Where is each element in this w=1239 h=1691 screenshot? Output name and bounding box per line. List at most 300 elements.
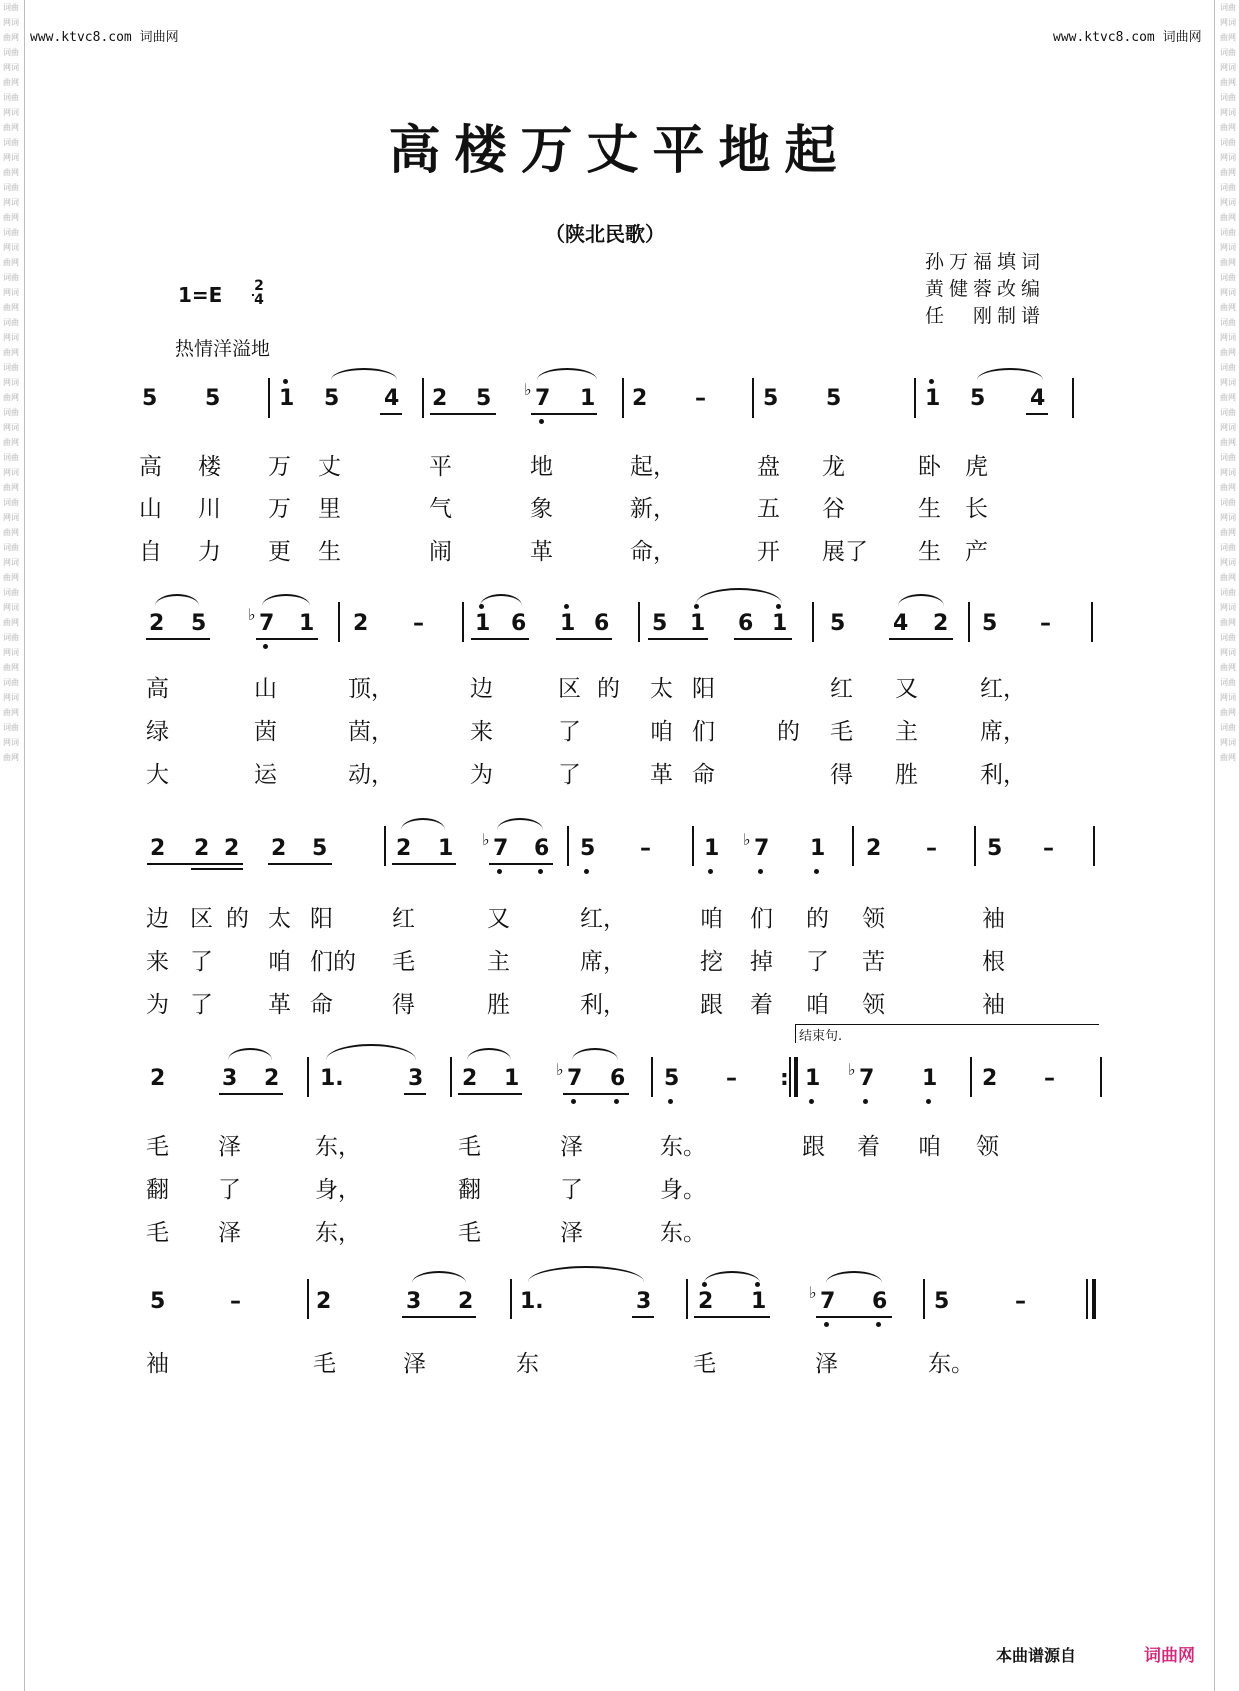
beat-underline <box>531 413 597 415</box>
lyric: 了 <box>558 762 581 788</box>
note: 4 <box>384 386 400 411</box>
note: 2 <box>698 1289 714 1314</box>
right-frame-line <box>1214 0 1215 1691</box>
note: 1 <box>299 611 315 636</box>
octave-dot-low <box>814 869 819 874</box>
note: 5 <box>191 611 207 636</box>
note: 2 <box>264 1066 280 1091</box>
slur <box>572 1048 618 1060</box>
lyric: 丈 <box>318 454 341 480</box>
bar-line <box>338 602 340 642</box>
note: 1 <box>810 836 826 861</box>
note: 3 <box>406 1289 422 1314</box>
note: 5 <box>982 611 998 636</box>
lyric: 红 <box>830 676 853 702</box>
lyric: 阳 <box>310 906 333 932</box>
lyric: 袖 <box>146 1351 169 1377</box>
slur <box>704 1271 760 1283</box>
left-watermark-strip: 词曲网词曲网词曲网词曲网词曲网词曲网词曲网词曲网词曲网词曲网词曲网词曲网词曲网词曲网词曲网词曲网词曲网词曲网词曲网词曲网词曲网词曲网词曲网词曲网词曲网词曲网词曲网词曲网词曲网词曲网词曲网词曲网词曲网词曲网 <box>3 3 19 762</box>
beat-underline <box>256 638 318 640</box>
note: 1 <box>560 611 576 636</box>
lyric: 绿 <box>146 719 169 745</box>
lyric: 更 <box>268 539 291 565</box>
lyric: 东， <box>315 1220 361 1246</box>
lyric: 太 <box>650 676 673 702</box>
lyric: 开 <box>757 539 780 565</box>
flat-sign: ♭ <box>524 380 532 399</box>
beat-underline <box>889 638 953 640</box>
lyric: 得 <box>830 762 853 788</box>
flat-sign: ♭ <box>482 830 490 849</box>
bar-line <box>307 1279 309 1319</box>
octave-dot-low <box>538 869 543 874</box>
beat-underline <box>191 868 243 870</box>
beat-underline <box>380 413 402 415</box>
lyric: 泽 <box>218 1220 241 1246</box>
lyric: 闹 <box>429 539 452 565</box>
slur <box>898 594 944 606</box>
final-bar-thick <box>1092 1279 1096 1319</box>
note: 5 <box>664 1066 680 1091</box>
lyric: 为 <box>146 992 169 1018</box>
lyric: 五 <box>757 496 780 522</box>
lyric: 掉 <box>750 949 773 975</box>
beat-underline <box>402 1316 476 1318</box>
slur <box>696 588 782 604</box>
lyric: 身。 <box>660 1177 706 1203</box>
note: 5 <box>150 1289 166 1314</box>
lyric: 的 <box>597 676 620 702</box>
note: 2 <box>396 836 412 861</box>
lyric: 气 <box>429 496 452 522</box>
note: 2 <box>632 386 648 411</box>
lyric: 产 <box>965 539 988 565</box>
note: 1 <box>690 611 706 636</box>
slur <box>497 818 543 830</box>
note: 5 <box>142 386 158 411</box>
lyric: 咱 <box>650 719 673 745</box>
beat-underline <box>392 863 456 865</box>
note: 1. <box>320 1066 344 1091</box>
lyric: 主 <box>895 719 918 745</box>
lyric: 毛 <box>146 1134 169 1160</box>
lyric: 毛 <box>458 1220 481 1246</box>
lyric: 了 <box>806 949 829 975</box>
lyric: 展了 <box>822 539 868 565</box>
site-url-right: www.ktvc8.com 词曲网 <box>1053 30 1202 45</box>
lyric: 了 <box>560 1177 583 1203</box>
note: 1 <box>504 1066 520 1091</box>
lyric: 得 <box>392 992 415 1018</box>
time-fraction-bar <box>252 294 254 296</box>
note: 5 <box>763 386 779 411</box>
beat-underline <box>268 863 332 865</box>
note: 5 <box>580 836 596 861</box>
note: 3 <box>222 1066 238 1091</box>
bar-line <box>638 602 640 642</box>
dash: – <box>230 1289 241 1314</box>
lyric: 高 <box>146 676 169 702</box>
beat-underline <box>648 638 708 640</box>
beat-underline <box>816 1316 892 1318</box>
note: 7 <box>820 1289 836 1314</box>
lyric: 了 <box>190 992 213 1018</box>
lyric: 跟 <box>802 1134 825 1160</box>
lyric: 阳 <box>692 676 715 702</box>
bar-line <box>692 826 694 866</box>
lyric: 茵 <box>254 719 277 745</box>
lyric: 革 <box>530 539 553 565</box>
lyric: 了 <box>558 719 581 745</box>
bar-line <box>923 1279 925 1319</box>
note: 6 <box>872 1289 888 1314</box>
credit-transcriber: 任 刚制谱 <box>925 305 1046 327</box>
note: 6 <box>534 836 550 861</box>
note: 1 <box>751 1289 767 1314</box>
time-denominator: 4 <box>254 292 264 308</box>
lyric: 命， <box>630 539 676 565</box>
lyric: 的 <box>806 906 829 932</box>
lyric: 红， <box>980 676 1026 702</box>
bar-line <box>1072 378 1074 418</box>
lyric: 边 <box>470 676 493 702</box>
note: 1 <box>438 836 454 861</box>
lyric: 大 <box>146 762 169 788</box>
slur <box>977 368 1043 380</box>
note: 7 <box>259 611 275 636</box>
slur <box>155 594 199 606</box>
note: 5 <box>830 611 846 636</box>
note: 1 <box>704 836 720 861</box>
octave-dot-high <box>694 604 699 609</box>
lyric: 利， <box>980 762 1026 788</box>
lyric: 们 <box>750 906 773 932</box>
lyric: 翻 <box>458 1177 481 1203</box>
note: 2 <box>150 1066 166 1091</box>
octave-dot-low <box>263 644 268 649</box>
note: 2 <box>432 386 448 411</box>
lyric: 东。 <box>928 1351 974 1377</box>
lyric: 运 <box>254 762 277 788</box>
lyric: 为 <box>470 762 493 788</box>
lyric: 挖 <box>700 949 723 975</box>
bar-line <box>384 826 386 866</box>
octave-dot-low <box>876 1322 881 1327</box>
lyric: 们 <box>692 719 715 745</box>
note: 6 <box>511 611 527 636</box>
note: 7 <box>754 836 770 861</box>
beat-underline <box>563 1093 629 1095</box>
lyric: 泽 <box>403 1351 426 1377</box>
lyric: 生 <box>918 496 941 522</box>
lyric: 边 <box>146 906 169 932</box>
lyric: 起， <box>630 454 676 480</box>
note: 1 <box>580 386 596 411</box>
bar-line <box>510 1279 512 1319</box>
note: 1 <box>922 1066 938 1091</box>
note: 2 <box>933 611 949 636</box>
lyric: 顶， <box>348 676 394 702</box>
lyric: 跟 <box>700 992 723 1018</box>
lyric: 命 <box>692 762 715 788</box>
repeat-dots: : <box>780 1066 789 1091</box>
lyric: 动， <box>348 762 394 788</box>
lyric: 咱 <box>918 1134 941 1160</box>
lyric: 毛 <box>146 1220 169 1246</box>
note: 6 <box>594 611 610 636</box>
octave-dot-low <box>571 1099 576 1104</box>
lyric: 力 <box>198 539 221 565</box>
lyric: 泽 <box>560 1134 583 1160</box>
lyric: 着 <box>857 1134 880 1160</box>
beat-underline <box>147 863 243 865</box>
lyric: 卧 <box>918 454 941 480</box>
dash: – <box>695 386 706 411</box>
slur <box>537 368 597 380</box>
final-bar-thin <box>1086 1279 1088 1319</box>
beat-underline <box>734 638 792 640</box>
bar-line <box>968 602 970 642</box>
left-frame-line <box>24 0 25 1691</box>
lyric: 领 <box>976 1134 999 1160</box>
octave-dot-high <box>564 604 569 609</box>
lyric: 胜 <box>895 762 918 788</box>
slur <box>401 818 445 830</box>
lyric: 来 <box>470 719 493 745</box>
lyric: 里 <box>318 496 341 522</box>
note: 5 <box>934 1289 950 1314</box>
slur <box>528 1266 644 1282</box>
bar-line <box>970 1057 972 1097</box>
lyric: 生 <box>318 539 341 565</box>
bar-line <box>268 378 270 418</box>
lyric: 的 <box>777 719 800 745</box>
note: 7 <box>535 386 551 411</box>
note: 2 <box>194 836 210 861</box>
flat-sign: ♭ <box>809 1283 817 1302</box>
note: 2 <box>149 611 165 636</box>
lyric: 东。 <box>660 1134 706 1160</box>
lyric: 的 <box>226 906 249 932</box>
bar-line <box>1091 602 1093 642</box>
time-signature <box>252 279 266 307</box>
lyric: 席， <box>980 719 1026 745</box>
footer-source-label: 本曲谱源自 <box>996 1646 1077 1665</box>
lyric: 新， <box>630 496 676 522</box>
note: 7 <box>859 1066 875 1091</box>
lyric: 毛 <box>392 949 415 975</box>
lyric: 生 <box>918 539 941 565</box>
octave-dot-high <box>283 379 288 384</box>
note: 4 <box>893 611 909 636</box>
credit-arranger: 黄健蓉改编 <box>925 278 1046 300</box>
lyric: 们的 <box>310 949 356 975</box>
footer-logo[interactable]: 词曲网 <box>1144 1646 1195 1666</box>
bar-line <box>1100 1057 1102 1097</box>
note: 6 <box>610 1066 626 1091</box>
lyric: 虎 <box>965 454 988 480</box>
lyric: 革 <box>650 762 673 788</box>
lyric: 革 <box>268 992 291 1018</box>
beat-underline <box>632 1316 654 1318</box>
flat-sign: ♭ <box>556 1060 564 1079</box>
right-watermark-strip: 词曲网词曲网词曲网词曲网词曲网词曲网词曲网词曲网词曲网词曲网词曲网词曲网词曲网词曲网词曲网词曲网词曲网词曲网词曲网词曲网词曲网词曲网词曲网词曲网词曲网词曲网词曲网词曲网词曲网词曲网词曲网词曲网词曲网词曲网 <box>1220 3 1236 762</box>
lyric: 了 <box>190 949 213 975</box>
note: 3 <box>408 1066 424 1091</box>
lyric: 领 <box>862 992 885 1018</box>
note: 5 <box>970 386 986 411</box>
lyric: 自 <box>139 539 162 565</box>
lyric: 命 <box>310 992 333 1018</box>
credit-lyricist: 孙万福填词 <box>925 251 1046 273</box>
lyric: 来 <box>146 949 169 975</box>
note: 5 <box>312 836 328 861</box>
lyric: 咱 <box>806 992 829 1018</box>
octave-dot-low <box>539 419 544 424</box>
slur <box>331 368 397 380</box>
dash: – <box>1040 611 1051 636</box>
beat-underline <box>404 1093 426 1095</box>
lyric: 席， <box>580 949 626 975</box>
lyric: 山 <box>254 676 277 702</box>
note: 2 <box>271 836 287 861</box>
octave-dot-high <box>929 379 934 384</box>
lyric: 身， <box>315 1177 361 1203</box>
octave-dot-low <box>824 1322 829 1327</box>
lyric: 胜 <box>487 992 510 1018</box>
bar-line <box>914 378 916 418</box>
lyric: 区 <box>558 676 581 702</box>
octave-dot-low <box>809 1099 814 1104</box>
flat-sign: ♭ <box>743 830 751 849</box>
note: 2 <box>462 1066 478 1091</box>
beat-underline <box>430 413 496 415</box>
slur <box>826 1271 882 1283</box>
lyric: 毛 <box>313 1351 336 1377</box>
dash: – <box>1015 1289 1026 1314</box>
bar-line <box>974 826 976 866</box>
note: 7 <box>567 1066 583 1091</box>
lyric: 区 <box>190 906 213 932</box>
bar-line <box>462 602 464 642</box>
lyric: 又 <box>487 906 510 932</box>
lyric: 苦 <box>862 949 885 975</box>
lyric: 万 <box>268 496 291 522</box>
note: 2 <box>458 1289 474 1314</box>
bar-line <box>422 378 424 418</box>
octave-dot-high <box>776 604 781 609</box>
beat-underline <box>146 638 210 640</box>
lyric: 茵， <box>348 719 394 745</box>
octave-dot-low <box>584 869 589 874</box>
dash: – <box>640 836 651 861</box>
note: 1 <box>925 386 941 411</box>
lyric: 咱 <box>268 949 291 975</box>
note: 5 <box>324 386 340 411</box>
lyric: 平 <box>429 454 452 480</box>
bar-line <box>307 1057 309 1097</box>
bar-line <box>567 826 569 866</box>
note: 2 <box>224 836 240 861</box>
time-numerator: 2 <box>254 278 264 294</box>
note: 2 <box>353 611 369 636</box>
bar-line <box>812 602 814 642</box>
lyric: 翻 <box>146 1177 169 1203</box>
tempo-marking: 热情洋溢地 <box>175 338 271 360</box>
octave-dot-low <box>758 869 763 874</box>
note: 1. <box>520 1289 544 1314</box>
note: 7 <box>493 836 509 861</box>
octave-dot-low <box>614 1099 619 1104</box>
lyric: 龙 <box>822 454 845 480</box>
lyric: 根 <box>982 949 1005 975</box>
lyric: 楼 <box>198 454 221 480</box>
dash: – <box>726 1066 737 1091</box>
lyric: 主 <box>487 949 510 975</box>
lyric: 东。 <box>660 1220 706 1246</box>
key-signature: 1=E <box>178 283 223 307</box>
beat-underline <box>1026 413 1048 415</box>
lyric: 毛 <box>458 1134 481 1160</box>
lyric: 毛 <box>830 719 853 745</box>
note: 2 <box>982 1066 998 1091</box>
note: 1 <box>475 611 491 636</box>
note: 5 <box>987 836 1003 861</box>
beat-underline <box>556 638 612 640</box>
bar-line <box>752 378 754 418</box>
note: 2 <box>150 836 166 861</box>
bar-line <box>686 1279 688 1319</box>
octave-dot-low <box>497 869 502 874</box>
song-subtitle: （陕北民歌） <box>545 222 665 246</box>
lyric: 东， <box>315 1134 361 1160</box>
lyric: 毛 <box>693 1351 716 1377</box>
lyric: 地 <box>530 454 553 480</box>
note: 1 <box>279 386 295 411</box>
bar-line <box>622 378 624 418</box>
lyric: 山 <box>139 496 162 522</box>
lyric: 利， <box>580 992 626 1018</box>
beat-underline <box>694 1316 770 1318</box>
lyric: 红， <box>580 906 626 932</box>
dash: – <box>1044 1066 1055 1091</box>
repeat-bar-thin <box>789 1057 791 1097</box>
slur <box>480 594 522 606</box>
note: 4 <box>1030 386 1046 411</box>
octave-dot-low <box>863 1099 868 1104</box>
lyric: 了 <box>218 1177 241 1203</box>
lyric: 泽 <box>815 1351 838 1377</box>
lyric: 着 <box>750 992 773 1018</box>
lyric: 红 <box>392 906 415 932</box>
bar-line <box>450 1057 452 1097</box>
lyric: 泽 <box>560 1220 583 1246</box>
repeat-bar-thick <box>794 1057 798 1097</box>
slur <box>262 594 310 606</box>
lyric: 盘 <box>757 454 780 480</box>
lyric: 谷 <box>822 496 845 522</box>
lyric: 高 <box>139 454 162 480</box>
bar-line <box>651 1057 653 1097</box>
lyric: 万 <box>268 454 291 480</box>
lyric: 太 <box>268 906 291 932</box>
octave-dot-low <box>708 869 713 874</box>
note: 1 <box>805 1066 821 1091</box>
beat-underline <box>458 1093 522 1095</box>
note: 1 <box>772 611 788 636</box>
note: 5 <box>652 611 668 636</box>
slur <box>412 1271 466 1283</box>
